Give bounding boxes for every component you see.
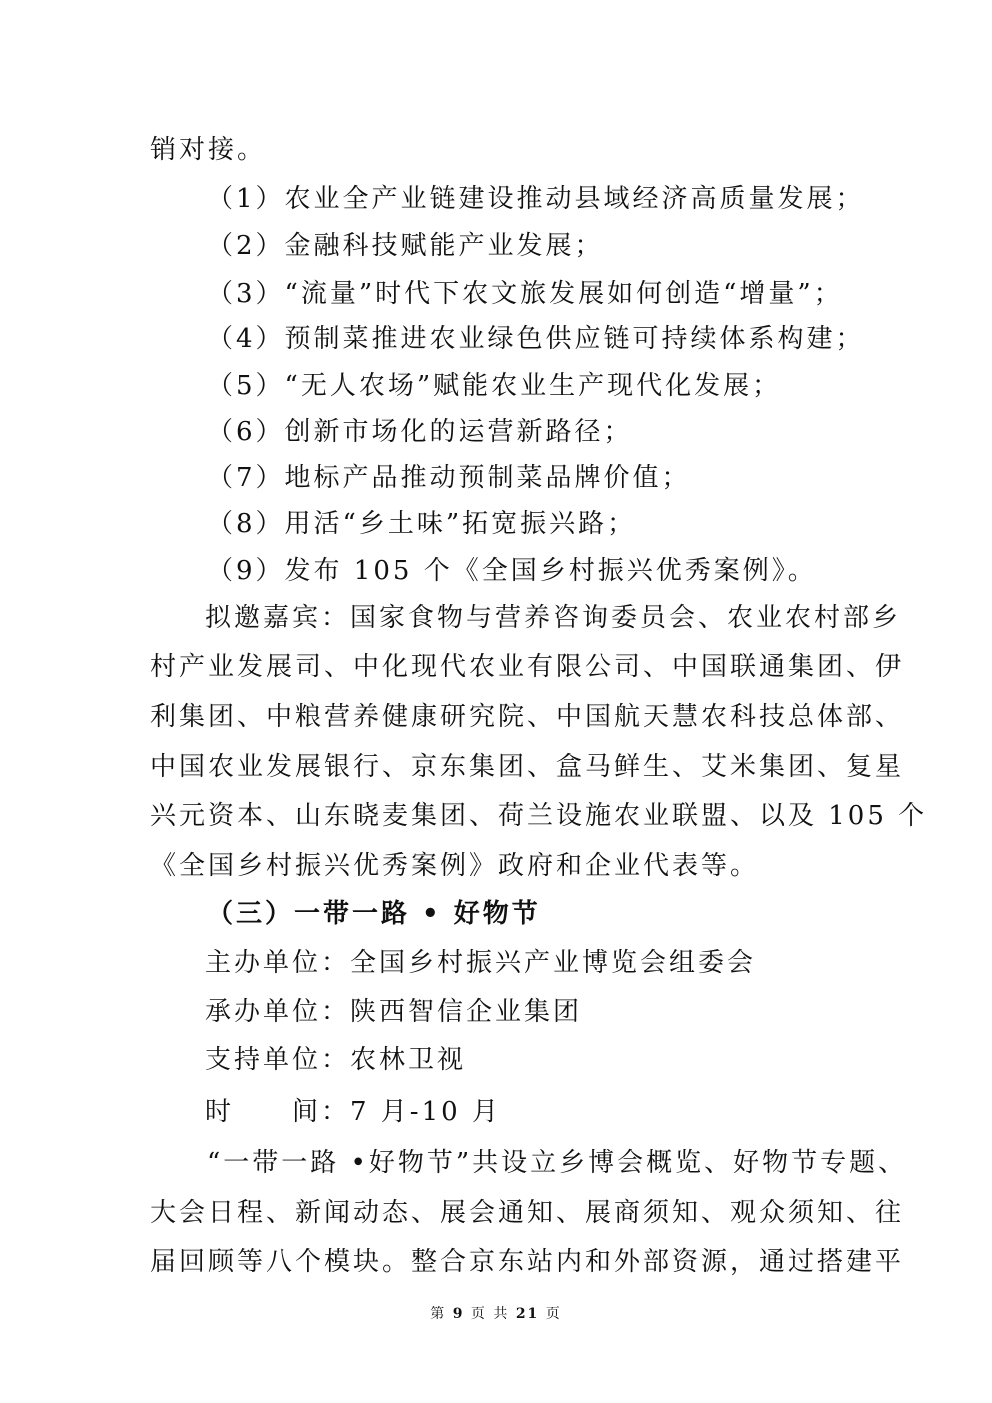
footer-middle: 页 共	[470, 1306, 510, 1322]
paragraph-line: 兴元资本、山东晓麦集团、荷兰设施农业联盟、以及 105 个	[150, 801, 928, 831]
footer-total-pages: 21	[515, 1306, 540, 1322]
paragraph-line: 届回顾等八个模块。整合京东站内和外部资源，通过搭建平	[150, 1247, 905, 1277]
info-line: 承办单位：陕西智信企业集团	[205, 997, 583, 1027]
footer-prefix: 第	[430, 1306, 447, 1322]
list-item: （7）地标产品推动预制菜品牌价值；	[207, 463, 691, 493]
footer-page-number: 9	[452, 1306, 465, 1322]
info-line: 时 间：7 月-10 月	[205, 1097, 501, 1127]
paragraph-line: 销对接。	[150, 135, 267, 165]
list-item: （2）金融科技赋能产业发展；	[207, 231, 604, 261]
section-heading: （三）一带一路 • 好物节	[207, 899, 541, 929]
list-item: （9）发布 105 个《全国乡村振兴优秀案例》。	[207, 556, 817, 586]
page-footer	[0, 1305, 992, 1323]
info-line: 主办单位：全国乡村振兴产业博览会组委会	[205, 948, 757, 978]
list-item: （8）用活“乡土味”拓宽振兴路；	[207, 509, 637, 539]
list-item: （4）预制菜推进农业绿色供应链可持续体系构建；	[207, 324, 865, 354]
paragraph-line: 利集团、中粮营养健康研究院、中国航天慧农科技总体部、	[150, 702, 905, 732]
list-item: （5）“无人农场”赋能农业生产现代化发展；	[207, 371, 782, 401]
paragraph-line: 村产业发展司、中化现代农业有限公司、中国联通集团、伊	[150, 652, 905, 682]
paragraph-line: 拟邀嘉宾：国家食物与营养咨询委员会、农业农村部乡	[205, 603, 902, 633]
info-line: 支持单位：农林卫视	[205, 1045, 467, 1075]
paragraph-line: 中国农业发展银行、京东集团、盒马鲜生、艾米集团、复星	[150, 752, 905, 782]
list-item: （1）农业全产业链建设推动县域经济高质量发展；	[207, 184, 865, 214]
paragraph-line: “一带一路 •好物节”共设立乡博会概览、好物节专题、	[207, 1148, 908, 1178]
footer-suffix: 页	[545, 1306, 562, 1322]
paragraph-line: 大会日程、新闻动态、展会通知、展商须知、观众须知、往	[150, 1198, 905, 1228]
list-item: （6）创新市场化的运营新路径；	[207, 417, 633, 447]
list-item: （3）“流量”时代下农文旅发展如何创造“增量”；	[207, 279, 843, 309]
paragraph-line: 《全国乡村振兴优秀案例》政府和企业代表等。	[150, 851, 760, 881]
